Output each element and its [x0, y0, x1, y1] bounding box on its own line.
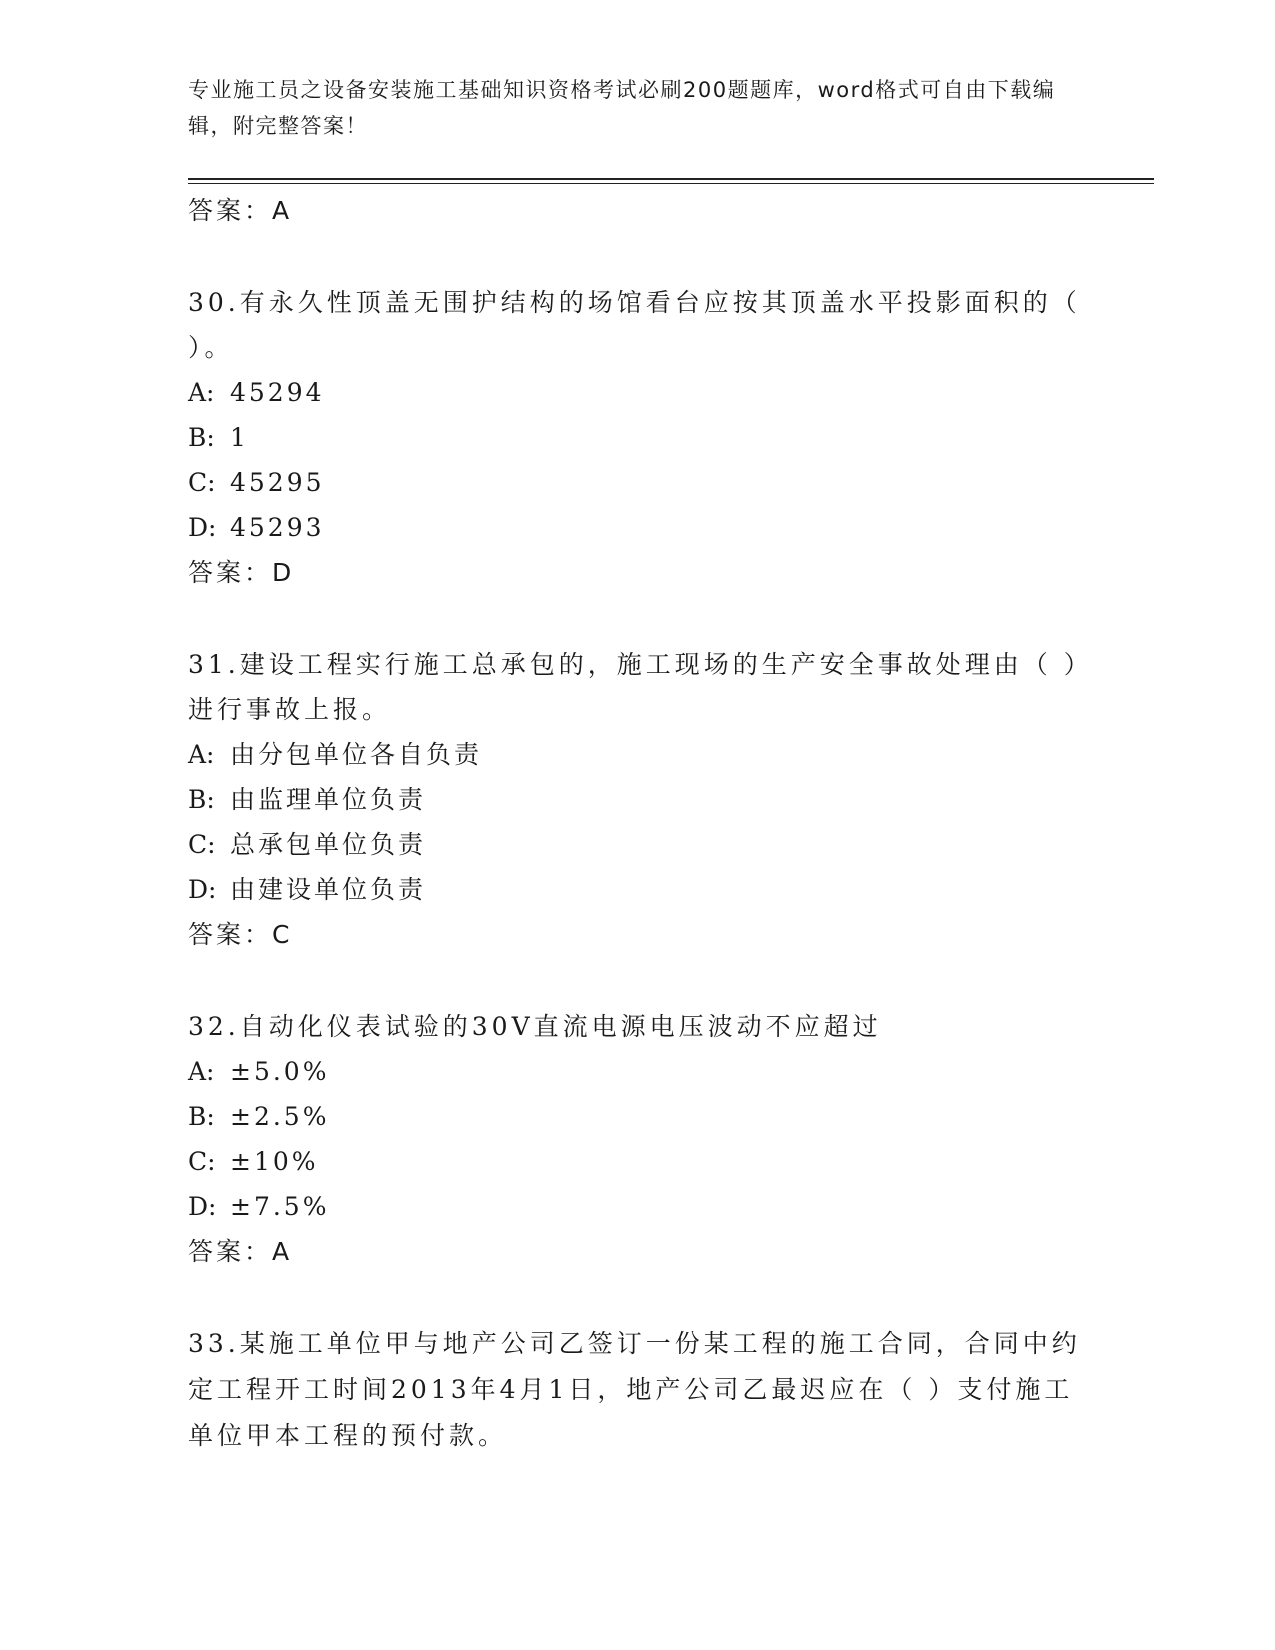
option-key: D: [188, 1192, 217, 1221]
header-rule-thick [188, 178, 1154, 180]
option-key: C: [188, 830, 216, 859]
option-text: 由分包单位各自负责 [230, 740, 483, 769]
option-text: 1 [230, 423, 249, 452]
question-31 [188, 642, 1088, 958]
option-key: A: [188, 1057, 215, 1086]
option-d [188, 1184, 1088, 1229]
header-rule-thin [188, 183, 1154, 184]
option-key: C: [188, 468, 216, 497]
option-key: A: [188, 740, 215, 769]
answer-line [188, 550, 1088, 596]
document-header: 专业施工员之设备安装施工基础知识资格考试必刷200题题库，word格式可自由下载编辑，附完整答案！ [188, 78, 1056, 138]
answer-line [188, 188, 1088, 234]
question-text: 32.自动化仪表试验的30V直流电源电压波动不应超过 [188, 1012, 882, 1041]
question-30 [188, 280, 1088, 596]
answer-value: A [272, 1237, 291, 1266]
option-text: 总承包单位负责 [230, 830, 427, 859]
question-text: 30.有永久性顶盖无围护结构的场馆看台应按其顶盖水平投影面积的（ ）。 [188, 288, 1081, 362]
option-key: C: [188, 1147, 216, 1176]
option-key: B: [188, 785, 215, 814]
option-text: 45295 [230, 468, 325, 497]
option-a [188, 370, 1088, 415]
option-key: B: [188, 1102, 215, 1131]
option-b [188, 1094, 1088, 1139]
answer-label: 答案： [188, 196, 273, 225]
option-key: D: [188, 875, 217, 904]
option-key: D: [188, 513, 217, 542]
option-text: ±2.5% [230, 1102, 330, 1131]
option-text: ±5.0% [230, 1057, 330, 1086]
option-d [188, 505, 1088, 550]
answer-value: D [272, 558, 293, 587]
option-text: ±7.5% [230, 1192, 330, 1221]
option-a [188, 1049, 1088, 1094]
question-list [188, 188, 1088, 1459]
answer-label: 答案： [188, 558, 273, 587]
answer-value: C [272, 920, 291, 949]
question-32 [188, 1004, 1088, 1275]
option-text: 由建设单位负责 [230, 875, 427, 904]
option-b [188, 415, 1088, 460]
question-33 [188, 1321, 1088, 1459]
option-key: B: [188, 423, 215, 452]
option-c [188, 1139, 1088, 1184]
option-key: A: [188, 378, 215, 407]
question-text: 31.建设工程实行施工总承包的，施工现场的生产安全事故处理由（ ）进行事故上报。 [188, 650, 1081, 724]
option-d [188, 867, 1088, 912]
option-text: 由监理单位负责 [230, 785, 427, 814]
answer-label: 答案： [188, 1237, 273, 1266]
question-text: 33.某施工单位甲与地产公司乙签订一份某工程的施工合同，合同中约定工程开工时间2013年4月1日，地产公司乙最迟应在（ ）支付施工单位甲本工程的预付款。 [188, 1329, 1081, 1450]
answer-value: A [272, 196, 291, 225]
option-c [188, 460, 1088, 505]
option-a [188, 732, 1088, 777]
option-text: 45293 [230, 513, 325, 542]
answer-line [188, 912, 1088, 958]
option-b [188, 777, 1088, 822]
option-text: ±10% [230, 1147, 319, 1176]
option-text: 45294 [230, 378, 325, 407]
option-c [188, 822, 1088, 867]
answer-line [188, 1229, 1088, 1275]
answer-label: 答案： [188, 920, 273, 949]
